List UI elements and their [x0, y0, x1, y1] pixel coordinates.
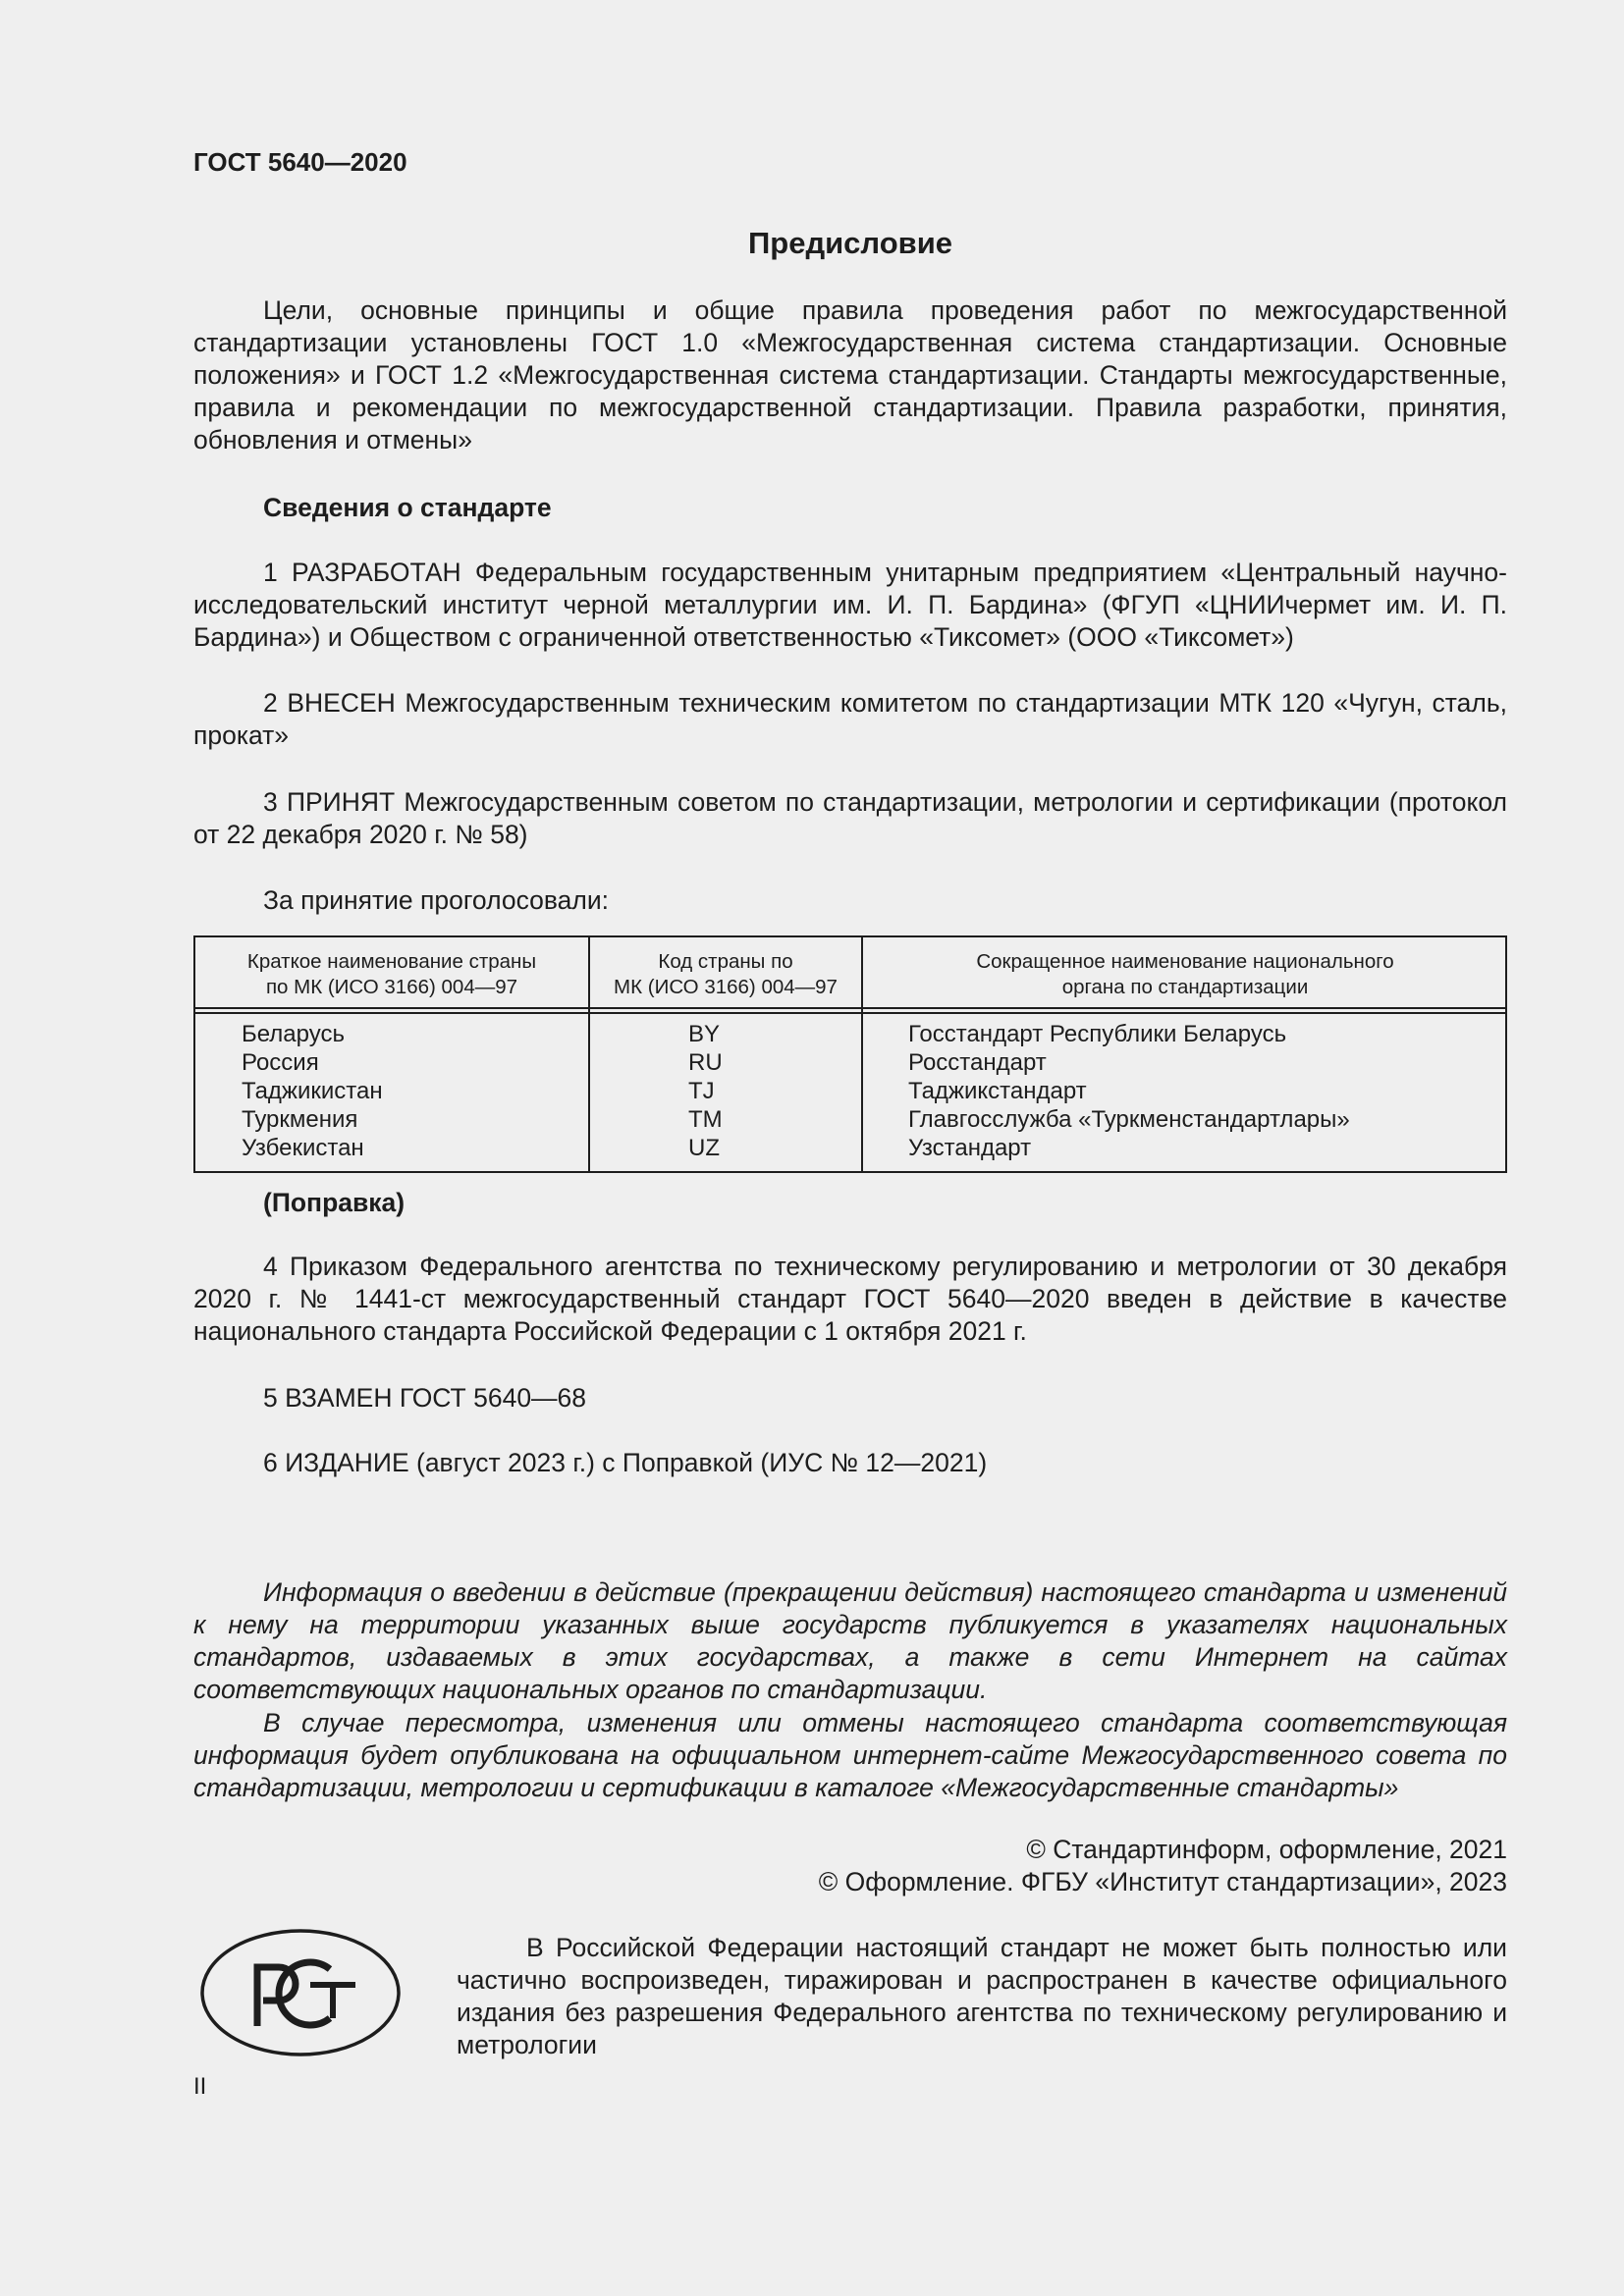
table-cell: Главгосслужба «Туркменстандартлары»	[908, 1106, 1350, 1133]
document-page	[193, 0, 1507, 2296]
table-cell: Росстандарт	[908, 1049, 1047, 1076]
page-title: Предисловие	[747, 226, 952, 260]
info-paragraph-2: В случае пересмотра, изменения или отмены настоящего стандарта соответствующая информация будет опубликована на официальном интернет-сайте Межгосударственного совета по стандартизации, метрологии и сертификации в каталоге «Межгосударственные стандарты»	[193, 1708, 1507, 1802]
table-cell: Туркмения	[242, 1106, 358, 1133]
info-paragraph-1: Информация о введении в действие (прекращении действия) настоящего стандарта и изменений к нему на территории указанных выше государств публикуется в указателях национальных стандартов, издаваемых в этих государствах, а также в сети Интернет на сайтах соответствующих национальных органов по стандартизации.	[193, 1577, 1507, 1704]
item-introduced: 2 ВНЕСЕН Межгосударственным техническим комитетом по стандартизации МТК 120 «Чугун, сталь, прокат»	[193, 688, 1507, 750]
page-number: II	[193, 2073, 207, 2100]
rst-certification-mark-icon	[200, 1928, 402, 2058]
copyright-line: © Стандартинформ, оформление, 2021	[1026, 1835, 1507, 1864]
table-cell: Таджикстандарт	[908, 1078, 1087, 1104]
table-header-code: Код страны по МК (ИСО 3166) 004—97	[614, 950, 838, 998]
table-cell: Узбекистан	[242, 1135, 364, 1161]
standard-code: ГОСТ 5640—2020	[193, 147, 407, 177]
table-header-body: Сокращенное наименование национального органа по стандартизации	[976, 950, 1394, 998]
table-cell: RU	[688, 1049, 723, 1076]
table-cell: Россия	[242, 1049, 319, 1076]
copyright-block	[819, 1834, 1507, 1898]
table-cell: BY	[688, 1021, 721, 1047]
voted-label: За принятие проголосовали:	[263, 885, 610, 915]
table-divider	[195, 1012, 1505, 1014]
code-column	[688, 1020, 723, 1162]
item-developed: 1 РАЗРАБОТАН Федеральным государственным унитарным предприятием «Центральный научно-исследовательский институт черной металлургии им. И. П. Бардина» (ФГУП «ЦНИИчермет им. И. П. Бардина») и Обществом с ограниченной ответственностью «Тиксомет» (ООО «Тиксомет»)	[193, 558, 1507, 652]
country-column	[242, 1020, 383, 1162]
table-cell: TJ	[688, 1078, 715, 1104]
item-adopted: 3 ПРИНЯТ Межгосударственным советом по стандартизации, метрологии и сертификации (протокол от 22 декабря 2020 г. № 58)	[193, 787, 1507, 849]
table-cell: Узстандарт	[908, 1135, 1032, 1161]
copyright-notice: В Российской Федерации настоящий стандарт не может быть полностью или частично воспроизведен, тиражирован и распространен в качестве официального издания без разрешения Федерального агентства по техническому регулированию и метрологии	[457, 1933, 1507, 2059]
body-column	[908, 1020, 1350, 1162]
amendment-label: (Поправка)	[263, 1188, 406, 1217]
item-replaces: 5 ВЗАМЕН ГОСТ 5640—68	[263, 1383, 587, 1413]
member-states-table	[193, 935, 1507, 1173]
table-cell: Госстандарт Республики Беларусь	[908, 1021, 1287, 1047]
item-edition: 6 ИЗДАНИЕ (август 2023 г.) с Поправкой (ИУС № 12—2021)	[263, 1448, 988, 1477]
table-header-country: Краткое наименование страны по МК (ИСО 3166) 004—97	[246, 950, 537, 998]
item-order: 4 Приказом Федерального агентства по техническому регулированию и метрологии от 30 декабря 2020 г. № 1441-ст межгосударственный стандарт ГОСТ 5640—2020 введен в действие в качестве национального стандарта Российской Федерации с 1 октября 2021 г.	[193, 1252, 1507, 1346]
table-divider	[195, 1007, 1505, 1009]
table-cell: Таджикистан	[242, 1078, 383, 1104]
intro-paragraph: Цели, основные принципы и общие правила проведения работ по межгосударственной стандартизации установлены ГОСТ 1.0 «Межгосударственная система стандартизации. Основные положения» и ГОСТ 1.2 «Межгосударственная система стандартизации. Стандарты межгосударственные, правила и рекомендации по межгосударственной стандартизации. Правила разработки, принятия, обновления и отмены»	[193, 295, 1507, 454]
table-cell: TM	[688, 1106, 723, 1133]
section-heading: Сведения о стандарте	[263, 493, 552, 522]
copyright-line: © Оформление. ФГБУ «Институт стандартизации», 2023	[818, 1867, 1507, 1896]
table-cell: Беларусь	[242, 1021, 345, 1047]
table-cell: UZ	[688, 1135, 720, 1161]
